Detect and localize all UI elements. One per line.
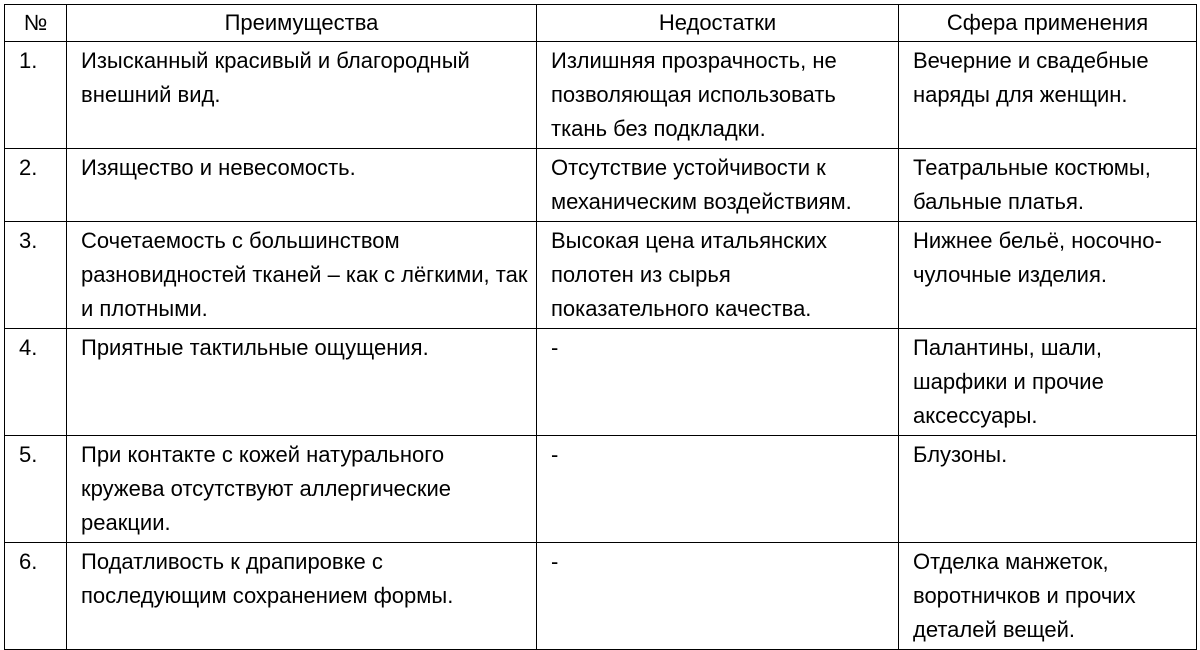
application-cell: Отделка манжеток, воротничков и прочих деталей вещей. — [899, 543, 1197, 650]
table-row — [5, 436, 1197, 543]
advantage-cell: Податливость к драпировке с последующим сохранением формы. — [67, 543, 537, 650]
row-number: 3. — [5, 222, 67, 329]
disadvantage-cell: - — [537, 436, 899, 543]
table-row — [5, 543, 1197, 650]
comparison-table — [4, 4, 1197, 650]
header-advantages: Преимущества — [67, 5, 537, 42]
advantage-cell: Приятные тактильные ощущения. — [67, 329, 537, 436]
application-cell: Блузоны. — [899, 436, 1197, 543]
application-cell: Театральные костюмы, бальные платья. — [899, 149, 1197, 222]
disadvantage-cell: - — [537, 543, 899, 650]
table-row — [5, 42, 1197, 149]
row-number: 5. — [5, 436, 67, 543]
advantage-cell: Изысканный красивый и благородный внешний вид. — [67, 42, 537, 149]
application-cell: Вечерние и свадебные наряды для женщин. — [899, 42, 1197, 149]
table-row — [5, 222, 1197, 329]
header-number: № — [5, 5, 67, 42]
advantage-cell: Сочетаемость с большинством разновидностей тканей – как с лёгкими, так и плотными. — [67, 222, 537, 329]
application-cell: Палантины, шали, шарфики и прочие аксессуары. — [899, 329, 1197, 436]
disadvantage-cell: Отсутствие устойчивости к механическим воздействиям. — [537, 149, 899, 222]
disadvantage-cell: Излишняя прозрачность, не позволяющая использовать ткань без подкладки. — [537, 42, 899, 149]
header-row — [5, 5, 1197, 42]
table-header — [5, 5, 1197, 42]
row-number: 1. — [5, 42, 67, 149]
table-row — [5, 329, 1197, 436]
disadvantage-cell: Высокая цена итальянских полотен из сырья показательного качества. — [537, 222, 899, 329]
table-row — [5, 149, 1197, 222]
header-applications: Сфера применения — [899, 5, 1197, 42]
header-disadvantages: Недостатки — [537, 5, 899, 42]
advantage-cell: Изящество и невесомость. — [67, 149, 537, 222]
row-number: 4. — [5, 329, 67, 436]
table-body — [5, 42, 1197, 650]
disadvantage-cell: - — [537, 329, 899, 436]
advantage-cell: При контакте с кожей натурального кружева отсутствуют аллергические реакции. — [67, 436, 537, 543]
row-number: 6. — [5, 543, 67, 650]
application-cell: Нижнее бельё, носочно-чулочные изделия. — [899, 222, 1197, 329]
row-number: 2. — [5, 149, 67, 222]
